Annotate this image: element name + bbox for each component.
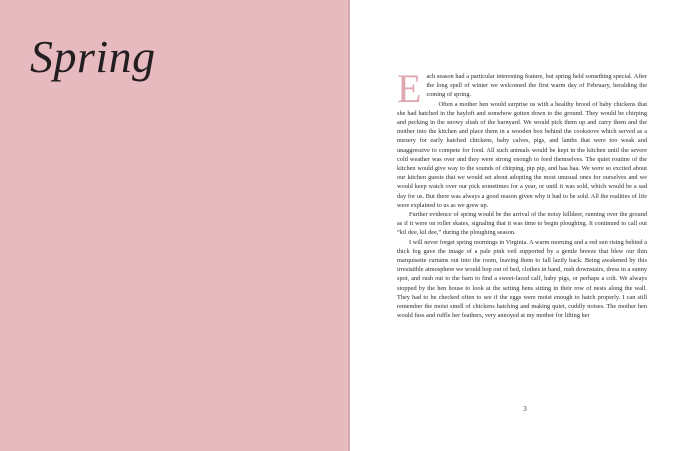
page-number: 3 (523, 405, 527, 413)
chapter-title: Spring (30, 31, 156, 82)
paragraph: Often a mother hen would surprise us with a healthy brood of baby chickens that she had hatched in the hayloft and somehow gotten down to the ground. They would be chirping and pecking in the snowy slush of the barnyard. We would pick them up and carry them and the mother into the kitchen and place them in a wooden box behind the cookstove which served as a nursery for early hatched chickens, baby calves, pigs, and lambs that were too weak and unaggressive to compete for food. All such animals would be kept in the kitchen until the severe cold weather was over and they were strong enough to feed themselves. The quiet routine of the kitchen would give way to the sounds of chirping, pip pip, and baa baa. We were so excited about our kitchen guests that we would set about adopting the most unusual ones for ourselves and we would keep watch over our pick sometimes for a year, or until it was sold, which would be a sad day for us. But there was always a good reason given why it had to be sold. All the realities of life were explained to us as we grew up. (397, 100, 647, 209)
paragraph (397, 66, 647, 111)
paragraph: I will never forget spring mornings in Virginia. A warm morning and a red sun rising behind a thick fog gave the image of a pale pink veil supported by a gentle breeze that blew our thin marquisette curtains out into the room, leaving them to fall lazily back. Being awakened by this irresistible atmosphere we would hop out of bed, clothes in hand, rush downstairs, dress in a sunny spot, and rush out to the barn to find a sweet-faced calf, baby pigs, or perhaps a colt. We always stopped by the hen house to look at the setting hens sitting in their row of nests along the wall. They had to be checked often to see if the eggs were moist enough to hatch properly. I can still remember the moist smell of chickens hatching and making quiet, cuddly noises. The mother hen would fuss and ruffle her feathers, very annoyed at my mother for lifting her (397, 238, 647, 320)
body-text (397, 66, 647, 320)
right-page (350, 0, 700, 451)
paragraph: Further evidence of spring would be the arrival of the noisy killdeer, running over the ground as if it were on roller skates, signaling that it was time to begin ploughing. It continued to call out “kil dee, kil dee,” during the ploughing season. (397, 211, 647, 237)
paragraph-text: ach season had a particular interesting feature, but spring held something special. After the long spell of winter we welcomed the first warm day of February, heralding the coming of spring. (426, 73, 647, 99)
drop-cap: E (397, 66, 422, 111)
